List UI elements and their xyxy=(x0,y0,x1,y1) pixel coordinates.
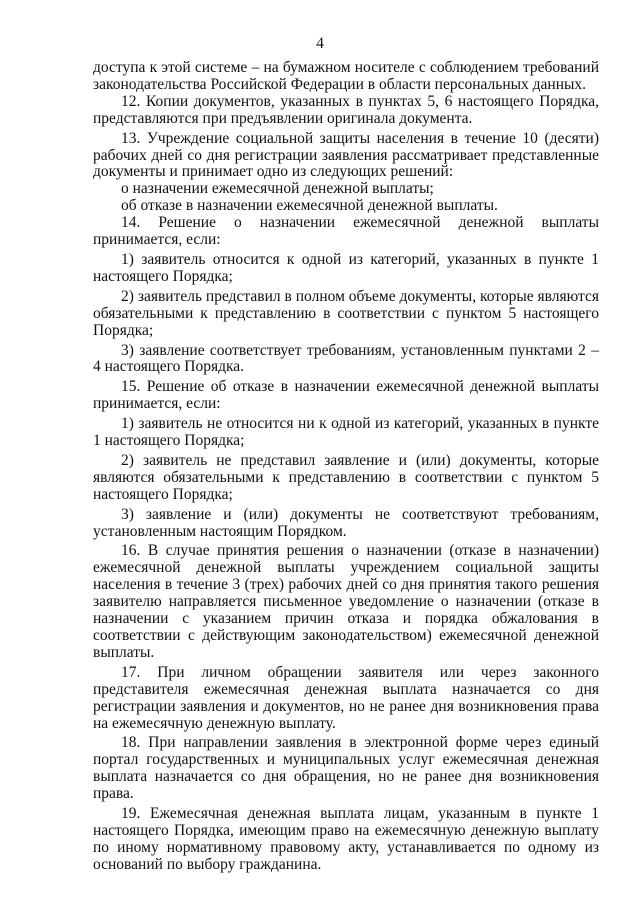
paragraph-14-item-3: 3) заявление соответствует требованиям, установленным пунктами 2 – 4 настоящего Порядка. xyxy=(93,341,599,376)
paragraph-15-item-2: 2) заявитель не представил заявление и (или) документы, которые являются обязательными к представлению в соответствии с пунктом 5 настоящего Порядка; xyxy=(93,451,599,503)
paragraph-continuation: доступа к этой системе – на бумажном носителе с соблюдением требований законодательства Российской Федерации в области персональных данных. xyxy=(93,59,599,93)
paragraph-14-item-1: 1) заявитель относится к одной из категорий, указанных в пункте 1 настоящего Порядка; xyxy=(93,250,599,285)
page-number: 4 xyxy=(316,35,324,52)
paragraph-16: 16. В случае принятия решения о назначении (отказе в назначении) ежемесячной денежной выплаты учреждением социальной защиты населения в течение 3 (трех) рабочих дней со дня принятия такого решения заявителю направляется письменное уведомление о назначении (отказе в назначении с указанием причин отказа и порядка обжалования в соответствии с действующим законодательством) ежемесячной денежной выплаты. xyxy=(93,542,599,661)
paragraph-19: 19. Ежемесячная денежная выплата лицам, указанным в пункте 1 настоящего Порядка, имеющим право на ежемесячную денежную выплату по иному нормативному правовому акту, устанавливается по одному из оснований по выбору гражданина. xyxy=(93,805,599,873)
paragraph-14-item-2: 2) заявитель представил в полном объеме документы, которые являются обязательными к представлению в соответствии с пунктом 5 настоящего Порядка; xyxy=(93,287,599,339)
paragraph-17: 17. При личном обращении заявителя или через законного представителя ежемесячная денежная выплата назначается со дня регистрации заявления и документов, но не ранее дня возникновения права на ежемесячную денежную выплату. xyxy=(93,663,599,732)
paragraph-13-option-a: о назначении ежемесячной денежной выплаты; xyxy=(121,180,434,198)
paragraph-15-item-1: 1) заявитель не относится ни к одной из категорий, указанных в пункте 1 настоящего Порядка; xyxy=(93,415,599,450)
paragraph-18: 18. При направлении заявления в электронной форме через единый портал государственных и муниципальных услуг ежемесячная денежная выплата назначается со дня обращения, но не ранее дня возникновения права. xyxy=(93,734,599,803)
paragraph-12: 12. Копии документов, указанных в пунктах 5, 6 настоящего Порядка, представляются при предъявлении оригинала документа. xyxy=(93,92,599,127)
document-body xyxy=(93,60,599,874)
paragraph-14: 14. Решение о назначении ежемесячной денежной выплаты принимается, если: xyxy=(93,214,599,249)
paragraph-15: 15. Решение об отказе в назначении ежемесячной денежной выплаты принимается, если: xyxy=(93,378,599,413)
paragraph-13: 13. Учреждение социальной защиты населения в течение 10 (десяти) рабочих дней со дня регистрации заявления рассматривает представленные документы и принимает одно из следующих решений: xyxy=(93,129,599,181)
paragraph-15-item-3: 3) заявление и (или) документы не соответствуют требованиям, установленным настоящим Порядком. xyxy=(93,505,599,540)
paragraph-13-option-b: об отказе в назначении ежемесячной денежной выплаты. xyxy=(121,197,498,215)
